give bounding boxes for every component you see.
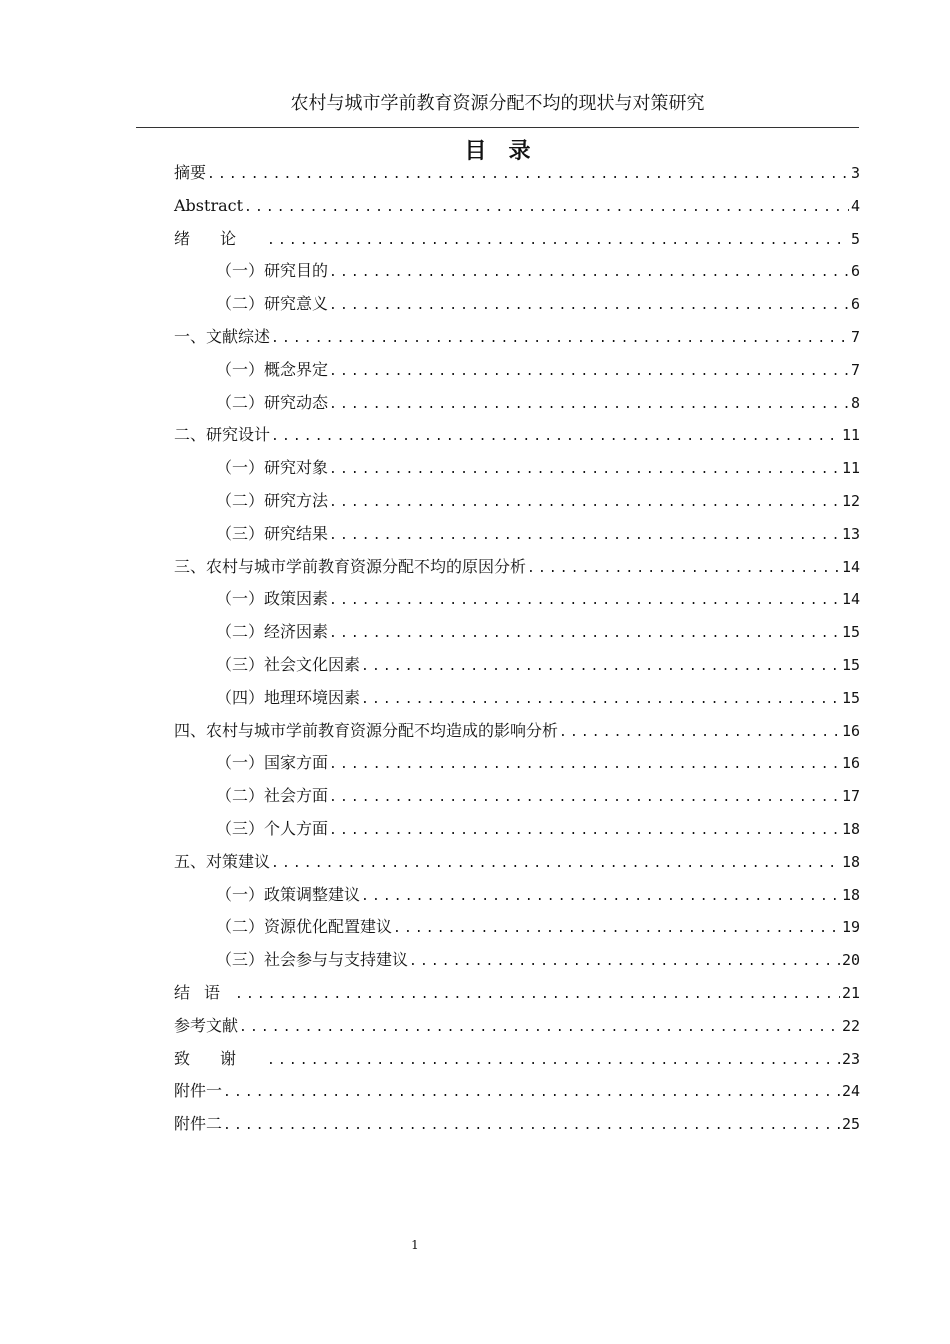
dot-leader	[329, 257, 849, 290]
toc-entry-label: 国家方面	[264, 753, 329, 773]
toc-entry[interactable]	[174, 879, 860, 912]
dot-leader	[409, 946, 840, 979]
dot-leader	[329, 749, 840, 782]
toc-entry-page: 20	[841, 951, 860, 970]
toc-entry-label: 研究目的	[264, 261, 329, 281]
dot-leader	[329, 782, 840, 815]
toc-entry-page: 23	[841, 1049, 860, 1068]
toc-entry-page: 13	[841, 524, 860, 543]
toc-entry-page: 4	[850, 196, 860, 215]
dot-leader	[361, 651, 840, 684]
toc-entry-label: 地理环境因素	[264, 687, 361, 707]
toc-entry[interactable]	[174, 813, 860, 846]
toc-entry-page: 14	[841, 590, 860, 609]
toc-entry-label: 社会文化因素	[264, 654, 361, 674]
toc-entry-label: 研究设计	[206, 425, 271, 445]
toc-entry-label: 摘要	[174, 163, 207, 182]
toc-entry-number: （一）	[216, 261, 265, 281]
toc-entry-page: 16	[841, 721, 860, 740]
toc-entry-page: 11	[841, 426, 860, 445]
header-rule	[136, 127, 859, 128]
toc-entry-label: 社会方面	[264, 786, 329, 806]
dot-leader	[393, 913, 840, 946]
toc-entry-page: 15	[841, 623, 860, 642]
toc-entry-page: 14	[841, 557, 860, 576]
toc-entry-label: 结语	[174, 982, 235, 1002]
toc-entry-label: 经济因素	[264, 622, 329, 642]
toc-entry[interactable]	[174, 583, 860, 616]
toc-entry-page: 25	[841, 1115, 860, 1134]
toc-entry[interactable]	[174, 747, 860, 780]
toc-entry-number: （三）	[216, 523, 265, 543]
toc-entry[interactable]	[174, 977, 860, 1010]
page-number: 1	[411, 1238, 419, 1252]
toc-entry[interactable]	[174, 911, 860, 944]
toc-entry-page: 24	[841, 1082, 860, 1101]
dot-leader	[329, 487, 840, 520]
toc-entry-label: 文献综述	[206, 326, 271, 346]
dot-leader	[267, 1045, 840, 1078]
toc-entry-number: 四、	[174, 720, 207, 740]
toc-entry-number: （三）	[216, 950, 265, 970]
toc-entry[interactable]	[174, 649, 860, 682]
toc-entry[interactable]	[174, 1010, 860, 1043]
toc-entry-label: 个人方面	[264, 818, 329, 838]
dot-leader	[329, 290, 849, 323]
toc-title: 目录	[464, 138, 553, 164]
toc-entry-number: （一）	[216, 884, 265, 904]
toc-entry-label: 绪论	[174, 228, 267, 248]
toc-entry-label: 政策调整建议	[264, 884, 361, 904]
toc-entry[interactable]	[174, 780, 860, 813]
toc-entry-label: 参考文献	[174, 1015, 239, 1035]
toc-entry-label: 农村与城市学前教育资源分配不均造成的影响分析	[206, 720, 559, 740]
toc-entry-number: （二）	[216, 622, 265, 642]
toc-entry[interactable]	[174, 846, 860, 879]
toc-entry-page: 19	[841, 918, 860, 937]
toc-entry-number: （一）	[216, 458, 265, 478]
dot-leader	[223, 1110, 840, 1143]
toc-entry-page: 3	[850, 164, 860, 182]
toc-entry[interactable]	[174, 223, 860, 256]
toc-entry-number: （一）	[216, 753, 265, 773]
toc-entry-number: （三）	[216, 654, 265, 674]
toc-entry[interactable]	[174, 419, 860, 452]
toc-entry-label: 研究动态	[264, 392, 329, 412]
toc-entry-label: 社会参与与支持建议	[264, 950, 409, 970]
toc-entry[interactable]	[174, 682, 860, 715]
toc-entry[interactable]	[174, 288, 860, 321]
toc-entry-page: 5	[850, 229, 860, 248]
dot-leader	[329, 585, 840, 618]
dot-leader	[239, 1012, 840, 1045]
dot-leader	[271, 848, 840, 881]
dot-leader	[329, 454, 840, 487]
toc-entry[interactable]	[174, 551, 860, 584]
toc-entry-number: （一）	[216, 589, 265, 609]
toc-entry-number: （四）	[216, 687, 265, 707]
toc-entry[interactable]	[174, 157, 860, 190]
toc-entry-number: 三、	[174, 556, 207, 576]
toc-entry-label: 政策因素	[264, 589, 329, 609]
toc-entry-label: 研究方法	[264, 490, 329, 510]
toc-entry-number: （二）	[216, 392, 265, 412]
toc-entry-number: 五、	[174, 851, 207, 871]
dot-leader	[329, 389, 849, 422]
toc-entry-page: 18	[841, 885, 860, 904]
toc-entry-number: （二）	[216, 294, 265, 314]
toc-entry-page: 21	[841, 983, 860, 1002]
toc-entry-page: 12	[841, 491, 860, 510]
toc-entry[interactable]	[174, 1108, 860, 1141]
toc-entry-page: 18	[841, 852, 860, 871]
toc-entry[interactable]	[174, 715, 860, 748]
dot-leader	[271, 421, 840, 454]
toc-entry-page: 18	[841, 819, 860, 838]
toc-entry[interactable]	[174, 944, 860, 977]
dot-leader	[361, 684, 840, 717]
toc-entry[interactable]	[174, 518, 860, 551]
toc-entry-page: 15	[841, 655, 860, 674]
dot-leader	[244, 192, 849, 225]
dot-leader	[329, 618, 840, 651]
toc-entry-page: 15	[841, 688, 860, 707]
dot-leader	[361, 881, 840, 914]
toc-entry-number: 一、	[174, 326, 207, 346]
toc-entry-page: 17	[841, 787, 860, 806]
dot-leader	[223, 1077, 840, 1110]
toc-entry-page: 8	[850, 393, 860, 412]
toc-entry-number: 二、	[174, 425, 207, 445]
toc-entry[interactable]	[174, 354, 860, 387]
dot-leader	[235, 979, 840, 1012]
toc-entry-label: 附件二	[174, 1114, 223, 1134]
dot-leader	[329, 356, 849, 389]
toc-entry-label: 研究结果	[264, 523, 329, 543]
toc-entry[interactable]	[174, 387, 860, 420]
dot-leader	[207, 159, 849, 192]
toc-entry-label: 对策建议	[206, 851, 271, 871]
toc-entry-number: （二）	[216, 917, 265, 937]
toc-entry-page: 11	[841, 459, 860, 478]
toc-entry-number: （一）	[216, 359, 265, 379]
toc-entry[interactable]	[174, 190, 860, 223]
toc-entry-label: 研究对象	[264, 458, 329, 478]
dot-leader	[267, 225, 849, 258]
table-of-contents	[174, 157, 860, 1141]
toc-entry-label: 农村与城市学前教育资源分配不均的原因分析	[206, 556, 527, 576]
toc-entry-page: 7	[850, 360, 860, 379]
dot-leader	[559, 717, 840, 750]
toc-entry[interactable]	[174, 321, 860, 354]
toc-entry[interactable]	[174, 616, 860, 649]
dot-leader	[527, 553, 840, 586]
running-header: 农村与城市学前教育资源分配不均的现状与对策研究	[290, 93, 705, 114]
toc-entry-label: 资源优化配置建议	[264, 917, 393, 937]
toc-entry[interactable]	[174, 452, 860, 485]
toc-entry-label: 致谢	[174, 1048, 267, 1068]
toc-entry-label: 研究意义	[264, 294, 329, 314]
toc-entry-page: 16	[841, 754, 860, 773]
toc-entry-page: 22	[841, 1016, 860, 1035]
toc-entry-page: 6	[850, 295, 860, 314]
toc-entry-page: 6	[850, 262, 860, 281]
toc-entry-number: （三）	[216, 818, 265, 838]
toc-entry-label: 附件一	[174, 1081, 223, 1101]
toc-entry[interactable]	[174, 485, 860, 518]
toc-entry-label: Abstract	[174, 195, 244, 215]
toc-entry-number: （二）	[216, 490, 265, 510]
toc-entry[interactable]	[174, 1075, 860, 1108]
dot-leader	[329, 815, 840, 848]
toc-entry-number: （二）	[216, 786, 265, 806]
toc-entry-page: 7	[850, 327, 860, 346]
toc-entry-label: 概念界定	[264, 359, 329, 379]
dot-leader	[329, 520, 840, 553]
toc-entry[interactable]	[174, 255, 860, 288]
dot-leader	[271, 323, 849, 356]
toc-entry[interactable]	[174, 1043, 860, 1076]
